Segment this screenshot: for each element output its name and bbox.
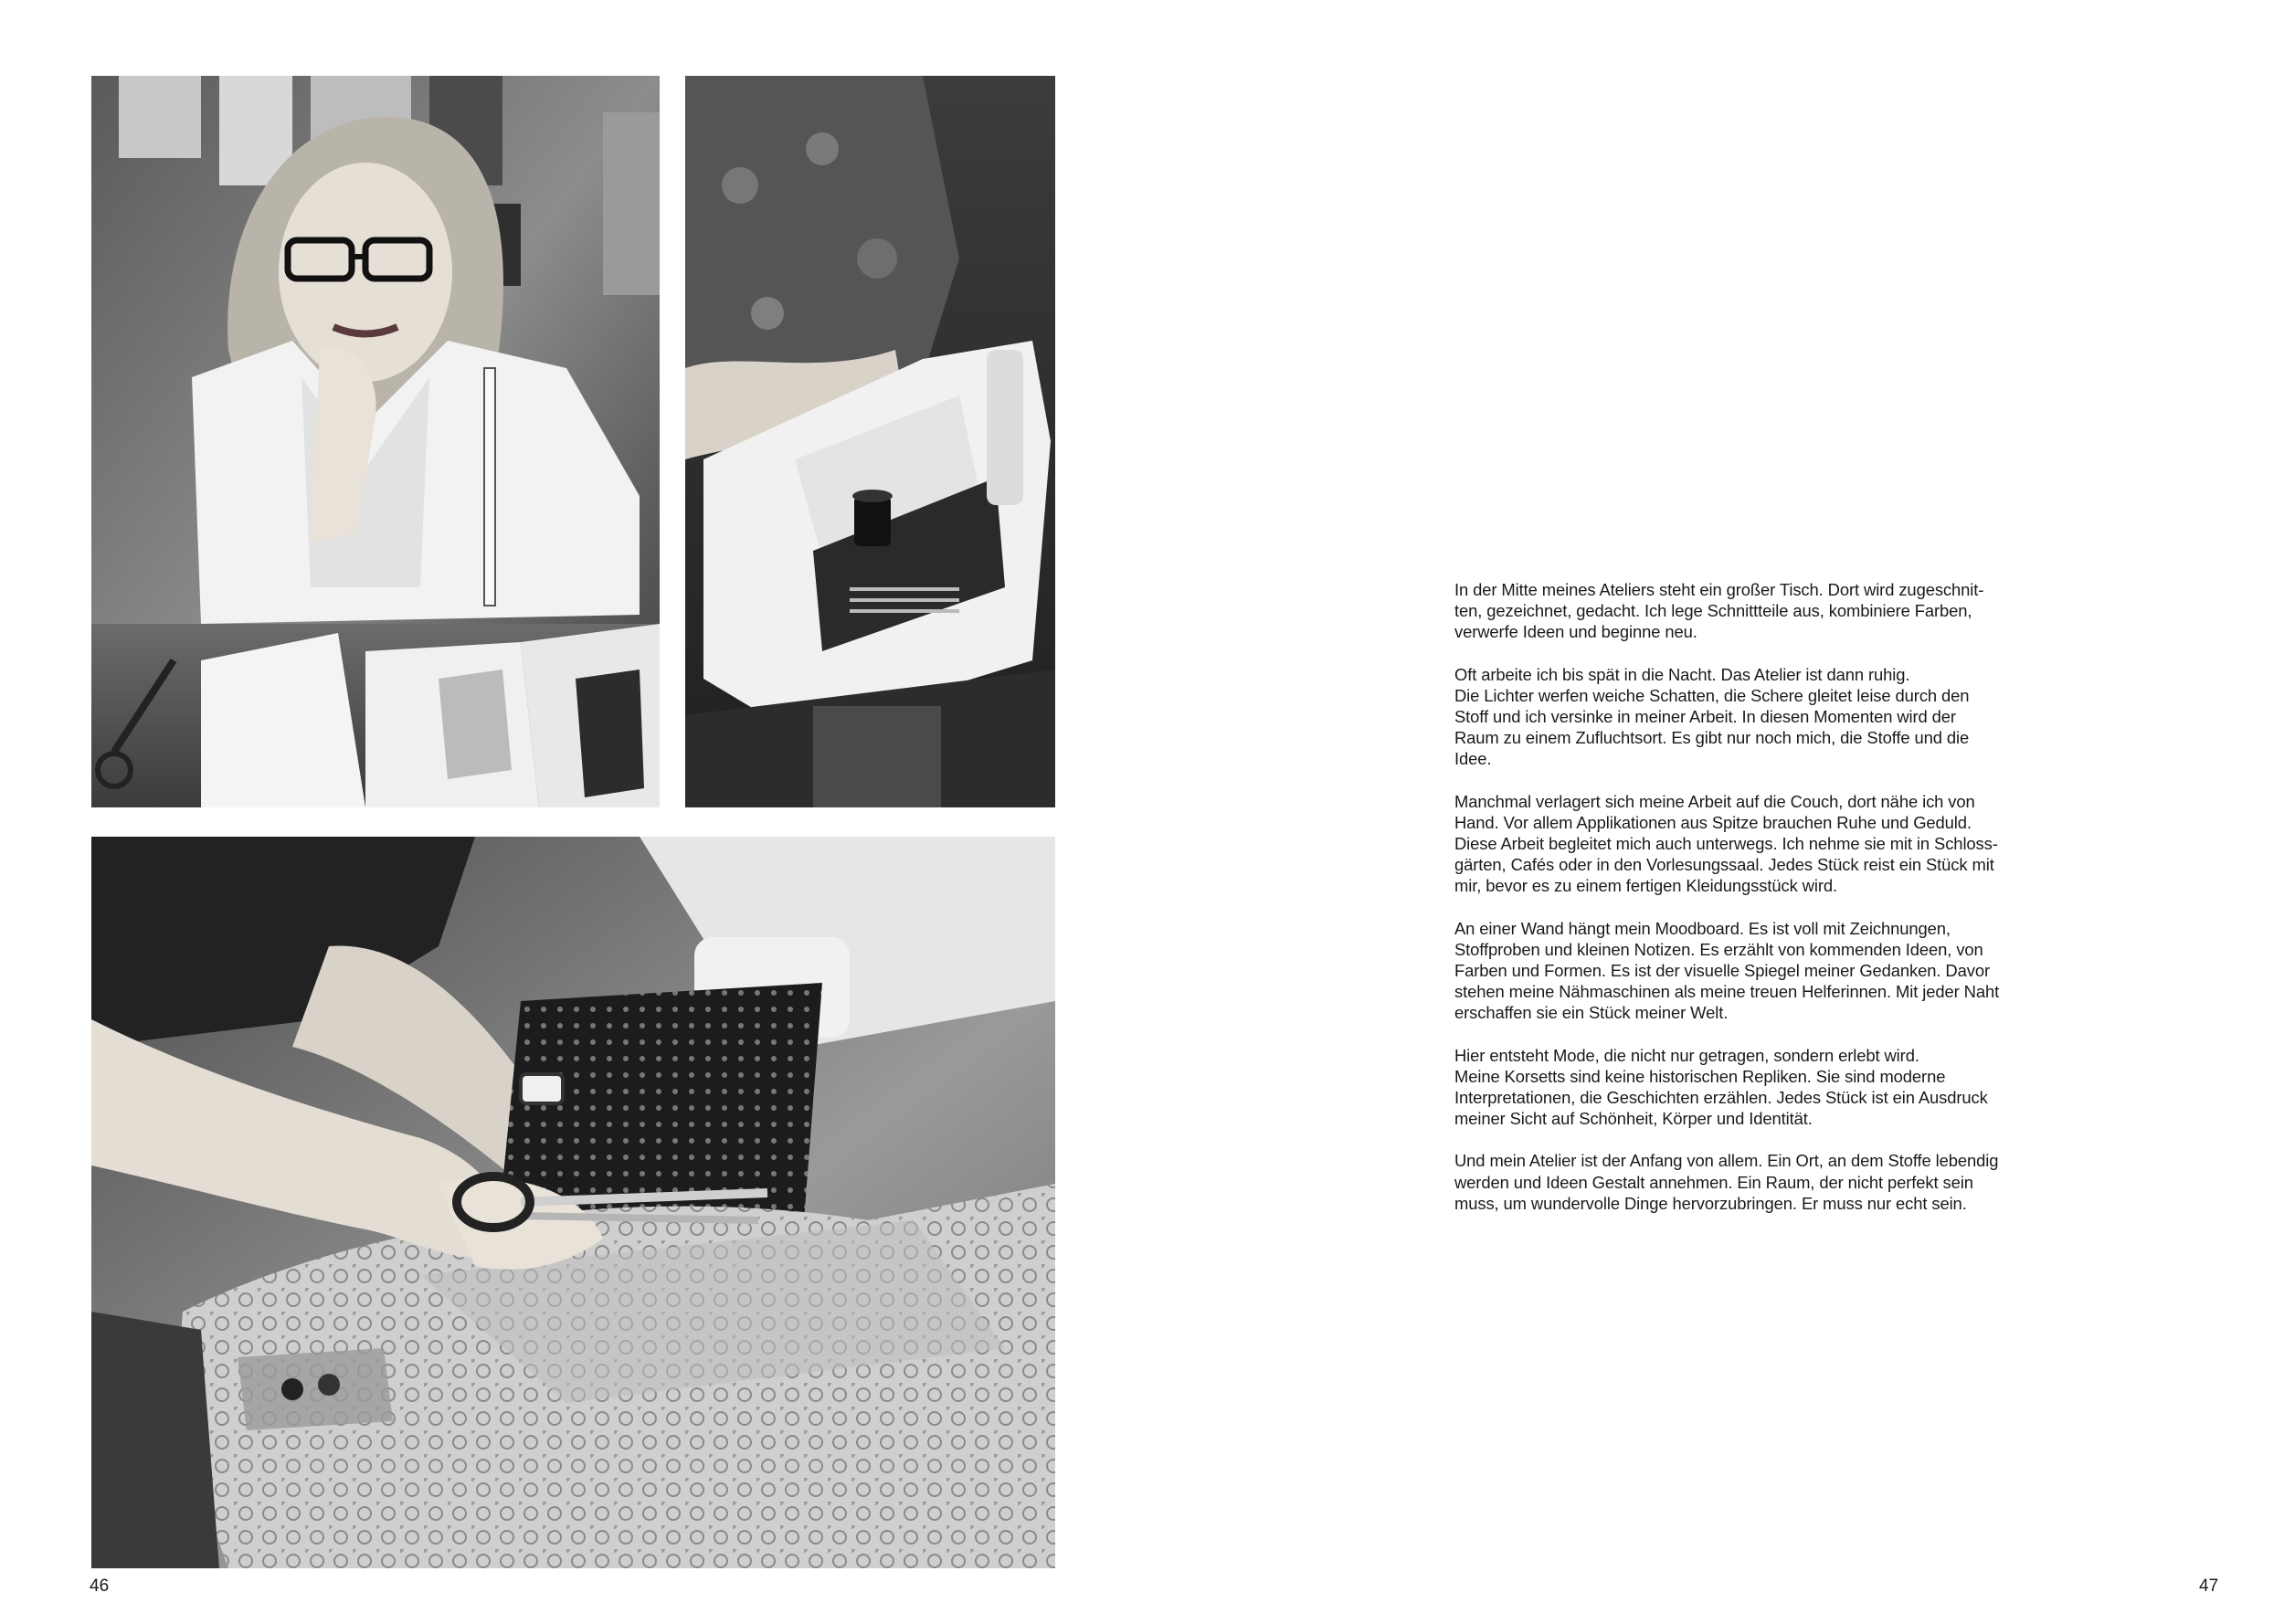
text-line: Hand. Vor allem Applikationen aus Spitze brauchen Ruhe und Geduld. (1454, 812, 1972, 832)
page-number-left: 46 (90, 1577, 110, 1596)
text-line: Stoff und ich versinke in meiner Arbeit. In diesen Momenten wird der (1454, 707, 1956, 727)
text-line: Farben und Formen. Es ist der visuelle Spiegel meiner Gedanken. Davor (1454, 961, 1990, 981)
text-line: Oft arbeite ich bis spät in die Nacht. Das Atelier ist dann ruhig. (1454, 664, 1910, 684)
cutting-lace-photo-illustration (91, 837, 1055, 1568)
text-line: Diese Arbeit begleitet mich auch unterwegs. Ich nehme sie mit in Schloss- (1454, 834, 1998, 854)
paragraph (1454, 1150, 2028, 1214)
text-line: ten, gezeichnet, gedacht. Ich lege Schnittteile aus, kombiniere Farben, (1454, 601, 1972, 621)
paragraph (1454, 1045, 2028, 1130)
text-line: meiner Sicht auf Schönheit, Körper und Identität. (1454, 1109, 1813, 1129)
text-line: An einer Wand hängt mein Moodboard. Es ist voll mit Zeichnungen, (1454, 918, 1951, 938)
text-line: stehen meine Nähmaschinen als meine treuen Helferinnen. Mit jeder Naht (1454, 982, 2000, 1002)
text-line: Hier entsteht Mode, die nicht nur getragen, sondern erlebt wird. (1454, 1045, 1919, 1065)
cutting-lace-photo (91, 837, 1055, 1568)
text-line: muss, um wundervolle Dinge hervorzubringen. Er muss nur echt sein. (1454, 1193, 1967, 1213)
body-text (1454, 579, 2028, 1235)
text-line: Meine Korsetts sind keine historischen Repliken. Sie sind moderne (1454, 1066, 1946, 1086)
page-number-right: 47 (2199, 1577, 2219, 1596)
paragraph (1454, 579, 2028, 643)
portrait-photo (91, 76, 660, 807)
sewing-machine-photo-illustration (685, 76, 1055, 807)
text-line: Stoffproben und kleinen Notizen. Es erzählt von kommenden Ideen, von (1454, 939, 1983, 959)
paragraph (1454, 791, 2028, 897)
text-line: Die Lichter werfen weiche Schatten, die Schere gleitet leise durch den (1454, 685, 1970, 705)
paragraph (1454, 664, 2028, 770)
text-line: Manchmal verlagert sich meine Arbeit auf die Couch, dort nähe ich von (1454, 791, 1975, 811)
text-line: verwerfe Ideen und beginne neu. (1454, 622, 1697, 642)
text-line: Idee. (1454, 749, 1492, 769)
portrait-photo-illustration (91, 76, 660, 807)
text-line: Und mein Atelier ist der Anfang von allem. Ein Ort, an dem Stoffe lebendig (1454, 1151, 1999, 1171)
text-line: Interpretationen, die Geschichten erzählen. Jedes Stück ist ein Ausdruck (1454, 1088, 1988, 1108)
text-line: gärten, Cafés oder in den Vorlesungssaal. Jedes Stück reist ein Stück mit (1454, 855, 1994, 875)
text-line: Raum zu einem Zufluchtsort. Es gibt nur noch mich, die Stoffe und die (1454, 728, 1970, 748)
paragraph (1454, 918, 2028, 1024)
text-line: erschaffen sie ein Stück meiner Welt. (1454, 1003, 1729, 1023)
text-line: In der Mitte meines Ateliers steht ein großer Tisch. Dort wird zugeschnit- (1454, 580, 1984, 599)
sewing-machine-photo (685, 76, 1055, 807)
text-line: mir, bevor es zu einem fertigen Kleidungsstück wird. (1454, 876, 1837, 896)
text-line: werden und Ideen Gestalt annehmen. Ein Raum, der nicht perfekt sein (1454, 1172, 1973, 1192)
